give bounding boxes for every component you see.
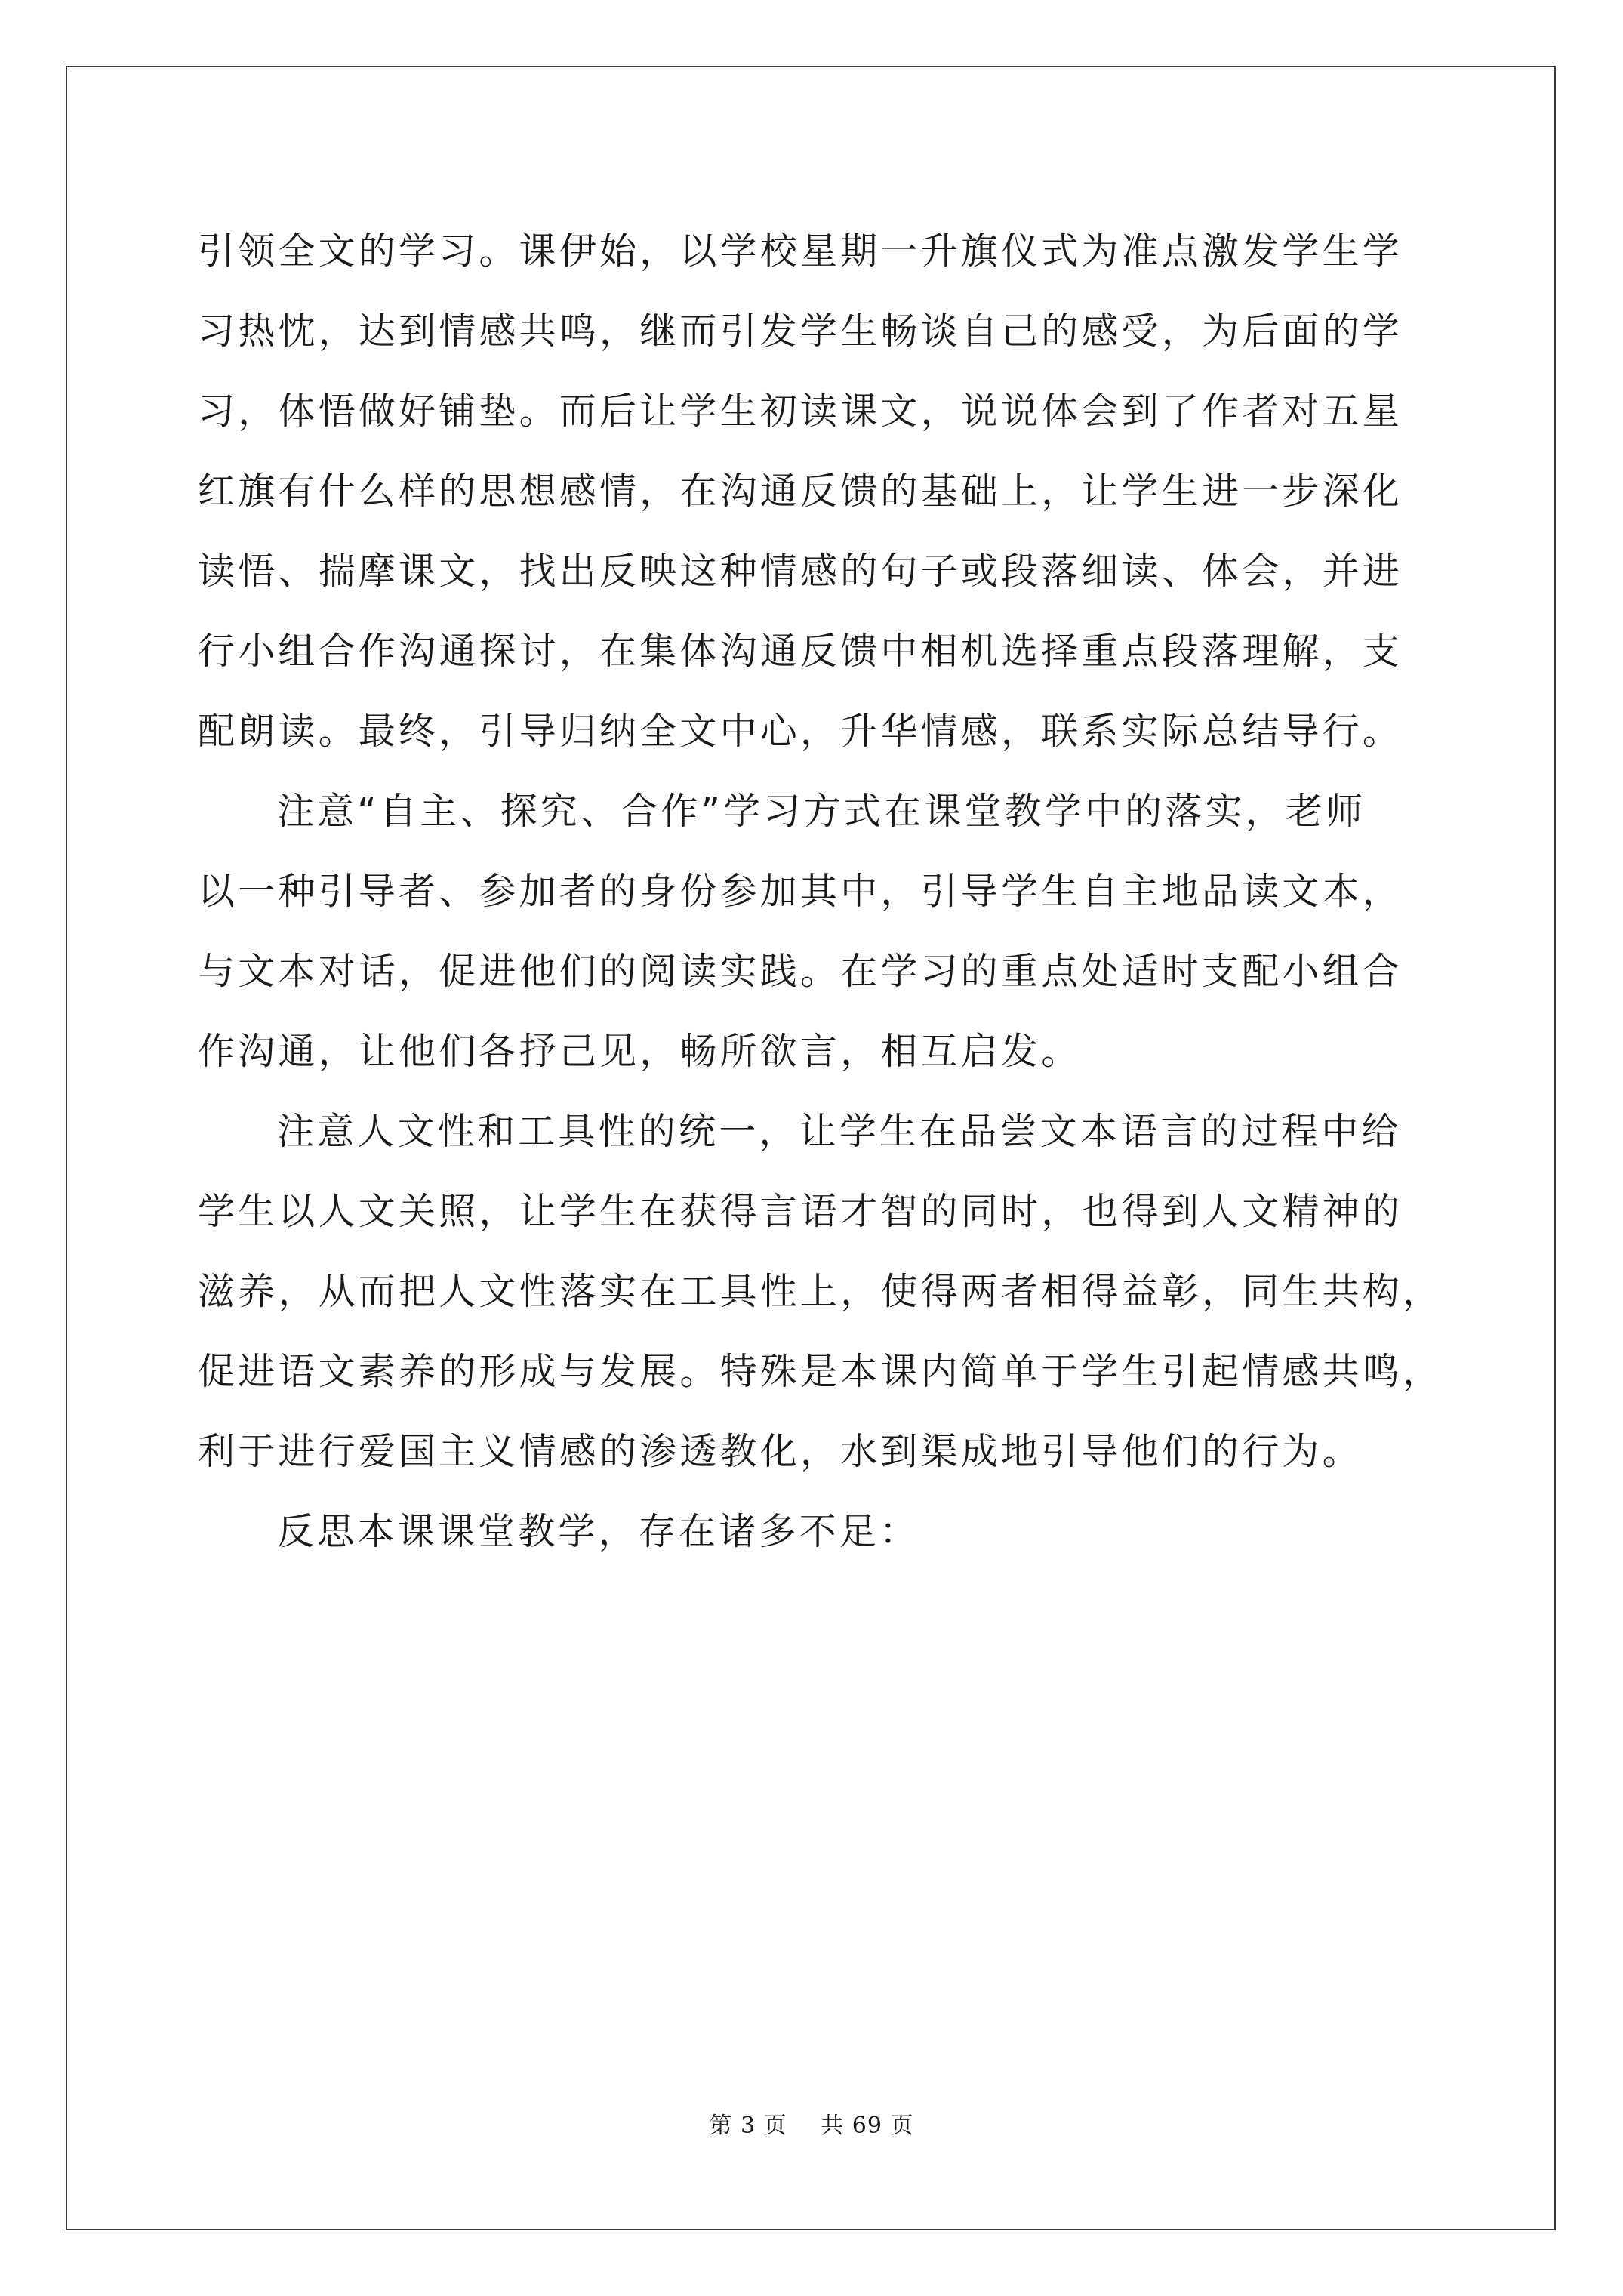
text-line: 滋养，从而把人文性落实在工具性上，使得两者相得益彰，同生共构，: [198, 1270, 1443, 1313]
text-line: 读悟、揣摩课文，找出反映这种情感的句子或段落细读、体会，并进: [198, 550, 1403, 593]
paragraph-start-line: 注意“自主、探究、合作”学习方式在课堂教学中的落实，老师: [277, 790, 1366, 833]
text-line: 习，体悟做好铺垫。而后让学生初读课文，说说体会到了作者对五星: [198, 390, 1403, 433]
document-body: [198, 211, 1443, 1572]
text-line: 引领全文的学习。课伊始，以学校星期一升旗仪式为准点激发学生学: [198, 230, 1403, 273]
text-line: 利于进行爱国主义情感的渗透教化，水到渠成地引导他们的行为。: [198, 1430, 1363, 1473]
text-line: 习热忱，达到情感共鸣，继而引发学生畅谈自己的感受，为后面的学: [198, 310, 1403, 353]
text-line: 与文本对话，促进他们的阅读实践。在学习的重点处适时支配小组合: [198, 950, 1403, 993]
text-line: 行小组合作沟通探讨，在集体沟通反馈中相机选择重点段落理解，支: [198, 630, 1403, 673]
text-line: 促进语文素养的形成与发展。特殊是本课内简单于学生引起情感共鸣，: [198, 1350, 1443, 1393]
text-line: 作沟通，让他们各抒己见，畅所欲言，相互启发。: [198, 1030, 1082, 1073]
page-footer: [0, 2106, 1623, 2140]
page-number: 第 3 页: [709, 2113, 787, 2139]
paragraph-start-line: 反思本课课堂教学，存在诸多不足：: [277, 1510, 920, 1553]
page-total: 共 69 页: [821, 2113, 914, 2139]
text-line: 红旗有什么样的思想感情，在沟通反馈的基础上，让学生进一步深化: [198, 470, 1403, 513]
text-line: 配朗读。最终，引导归纳全文中心，升华情感，联系实际总结导行。: [198, 710, 1403, 753]
text-line: 以一种引导者、参加者的身份参加其中，引导学生自主地品读文本，: [198, 870, 1403, 913]
paragraph-start-line: 注意人文性和工具性的统一，让学生在品尝文本语言的过程中给: [277, 1110, 1402, 1153]
text-line: 学生以人文关照，让学生在获得言语才智的同时，也得到人文精神的: [198, 1190, 1403, 1233]
